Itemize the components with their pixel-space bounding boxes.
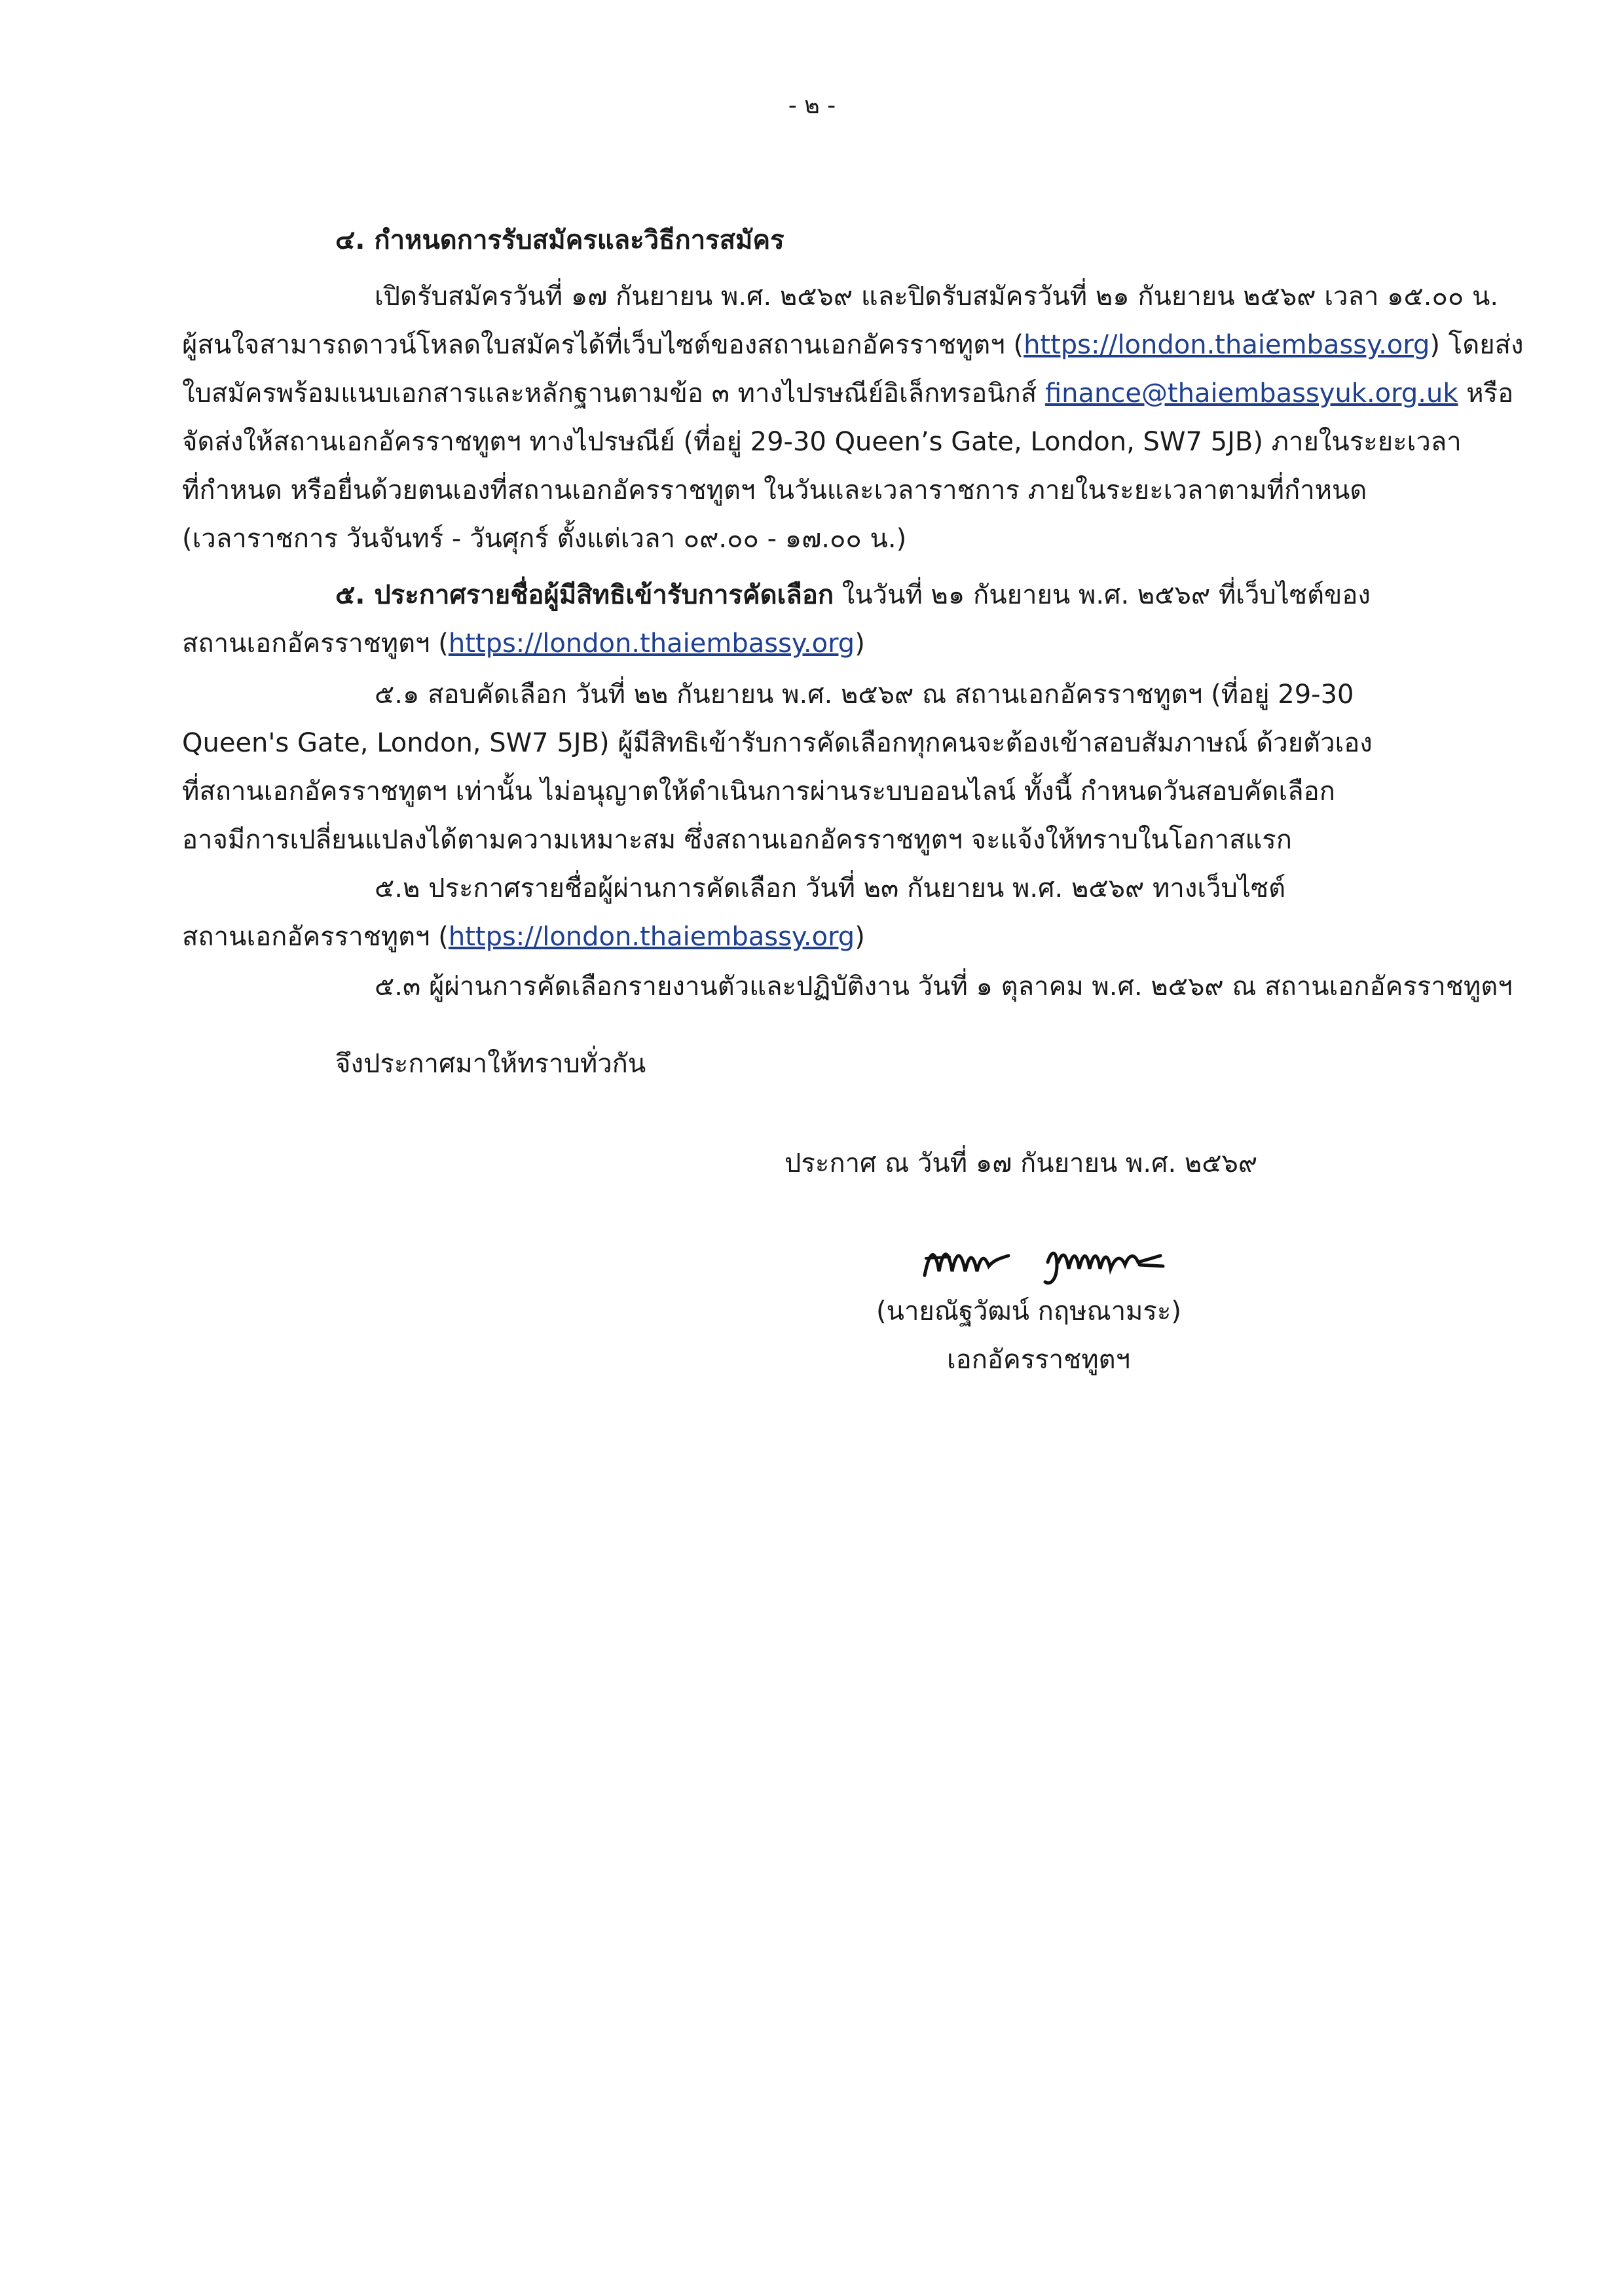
section-5-1-line-3: ที่สถานเอกอัครราชทูตฯ เท่านั้น ไม่อนุญาตให้ดำเนินการผ่านระบบออนไลน์ ทั้งนี้ กำหนดวันสอบคัดเลือก [182, 776, 1335, 807]
page-number: - ๒ - [788, 92, 836, 119]
section-5-line-2 [182, 619, 865, 668]
section-4-line-2-tail: ) โดยส่ง [1430, 330, 1524, 360]
finance-email-link[interactable]: finance@thaiembassyuk.org.uk [1044, 378, 1458, 409]
section-4-line-3-tail: หรือ [1458, 378, 1514, 409]
section-5-1-line-4: อาจมีการเปลี่ยนแปลงได้ตามความเหมาะสม ซึ่งสถานเอกอัครราชทูตฯ จะแจ้งให้ทราบในโอกาสแรก [182, 825, 1292, 855]
section-5-heading: ๕. ประกาศรายชื่อผู้มีสิทธิเข้ารับการคัดเลือก [335, 580, 834, 610]
section-4-line-2 [182, 321, 1524, 369]
embassy-website-link[interactable]: https://london.thaiembassy.org [448, 629, 855, 659]
section-4-line-2-text: ผู้สนใจสามารถดาวน์โหลดใบสมัครได้ที่เว็บไซต์ของสถานเอกอัครราชทูตฯ ( [182, 330, 1024, 360]
section-4-line-3-text: ใบสมัครพร้อมแนบเอกสารและหลักฐานตามข้อ ๓ ทางไปรษณีย์อิเล็กทรอนิกส์ [182, 378, 1045, 409]
section-5-line-2-text: สถานเอกอัครราชทูตฯ ( [182, 629, 449, 659]
embassy-website-link[interactable]: https://london.thaiembassy.org [1024, 330, 1430, 360]
section-5-2-line-2-text: สถานเอกอัครราชทูตฯ ( [182, 922, 449, 952]
section-5-heading-rest: ในวันที่ ๒๑ กันยายน พ.ศ. ๒๕๖๙ ที่เว็บไซต์ของ [834, 580, 1371, 610]
section-4-line-6: (เวลาราชการ วันจันทร์ - วันศุกร์ ตั้งแต่เวลา ๐๙.๐๐ - ๑๗.๐๐ น.) [182, 524, 907, 554]
section-4-line-4: จัดส่งให้สถานเอกอัครราชทูตฯ ทางไปรษณีย์ (ที่อยู่ 29-30 Queen’s Gate, London, SW7 5JB) ภายในระยะเวลา [182, 427, 1462, 457]
closing-text: จึงประกาศมาให้ทราบทั่วกัน [335, 1049, 646, 1079]
section-5-2-line-2 [182, 913, 865, 961]
section-5-line-2-tail: ) [855, 629, 865, 659]
handwritten-signature [917, 1236, 1218, 1288]
signatory-name: (นายณัฐวัฒน์ กฤษณามระ) [876, 1296, 1181, 1326]
section-4-heading: ๔. กำหนดการรับสมัครและวิธีการสมัคร [335, 225, 784, 255]
section-4-line-3 [182, 369, 1513, 418]
section-5-heading-line [335, 571, 1371, 619]
section-5-1-line-2: Queen's Gate, London, SW7 5JB) ผู้มีสิทธิเข้ารับการคัดเลือกทุกคนจะต้องเข้าสอบสัมภาษณ์ ด้วยตัวเอง [182, 728, 1373, 758]
announcement-date: ประกาศ ณ วันที่ ๑๗ กันยายน พ.ศ. ๒๕๖๙ [784, 1148, 1258, 1178]
section-4-line-5: ที่กำหนด หรือยื่นด้วยตนเองที่สถานเอกอัครราชทูตฯ ในวันและเวลาราชการ ภายในระยะเวลาตามที่กำหนด [182, 475, 1367, 505]
embassy-website-link[interactable]: https://london.thaiembassy.org [448, 922, 855, 952]
section-5-1-line-1: ๕.๑ สอบคัดเลือก วันที่ ๒๒ กันยายน พ.ศ. ๒๕๖๙ ณ สถานเอกอัครราชทูตฯ (ที่อยู่ 29-30 [375, 680, 1354, 710]
section-5-2-line-2-tail: ) [855, 922, 865, 952]
section-5-3-line-1: ๕.๓ ผู้ผ่านการคัดเลือกรายงานตัวและปฏิบัติงาน วันที่ ๑ ตุลาคม พ.ศ. ๒๕๖๙ ณ สถานเอกอัครราชทูตฯ [375, 972, 1513, 1002]
signatory-position: เอกอัครราชทูตฯ [947, 1345, 1131, 1375]
section-4-line-1: เปิดรับสมัครวันที่ ๑๗ กันยายน พ.ศ. ๒๕๖๙ และปิดรับสมัครวันที่ ๒๑ กันยายน ๒๕๖๙ เวลา ๑๕.๐๐ น. [375, 282, 1499, 312]
section-5-2-line-1: ๕.๒ ประกาศรายชื่อผู้ผ่านการคัดเลือก วันที่ ๒๓ กันยายน พ.ศ. ๒๕๖๙ ทางเว็บไซต์ [375, 873, 1286, 903]
